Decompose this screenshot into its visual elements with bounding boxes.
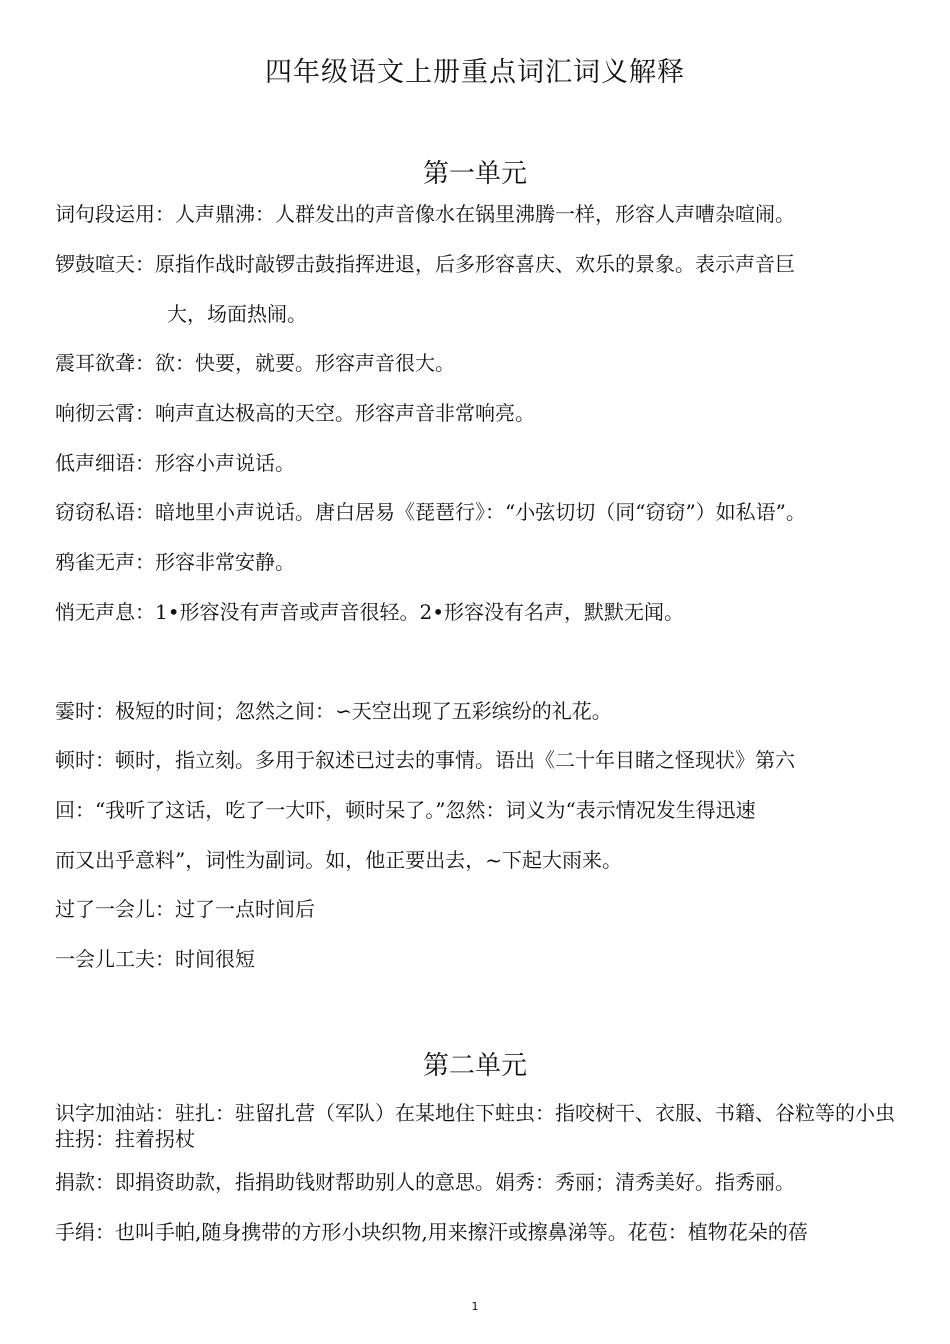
text-line: 响彻云霄：响声直达极高的天空。形容声音非常响亮。 bbox=[55, 401, 535, 425]
text-line: 鸦雀无声：形容非常安静。 bbox=[55, 550, 295, 574]
text-line: 回：“我听了这话，吃了一大吓，顿时呆了。”忽然：词义为“表示情况发生得迅速 bbox=[55, 798, 756, 822]
text-line: 大，场面热闹。 bbox=[167, 302, 307, 326]
text-line: 低声细语：形容小声说话。 bbox=[55, 451, 295, 475]
text-line: 而又出乎意料”，词性为副词。如，他正要出去，~下起大雨来。 bbox=[55, 848, 622, 872]
text-line: 震耳欲聋：欲：快要，就要。形容声音很大。 bbox=[55, 351, 455, 375]
text-paragraph: 识字加油站：驻扎：驻留扎营（军队）在某地住下蛀虫：指咬树干、衣服、书籍、谷粒等的小虫拄拐：拄着拐杖 bbox=[55, 1101, 895, 1151]
text-line: 捐款：即捐资助款，指捐助钱财帮助别人的意思。娟秀：秀丽；清秀美好。指秀丽。 bbox=[55, 1170, 795, 1194]
text-line: 霎时：极短的时间；忽然之间：∽天空出现了五彩缤纷的礼花。 bbox=[55, 699, 612, 723]
text-line: 悄无声息：1•形容没有声音或声音很轻。2•形容没有名声，默默无闻。 bbox=[55, 600, 685, 624]
text-line: 顿时：顿时，指立刻。多用于叙述已过去的事情。语出《二十年目睹之怪现状》第六 bbox=[55, 748, 795, 772]
unit-2-heading: 第二单元 bbox=[422, 1051, 527, 1081]
text-line: 词句段运用：人声鼎沸：人群发出的声音像水在锅里沸腾一样，形容人声嘈杂喧闹。 bbox=[55, 202, 795, 226]
text-line: 窃窃私语：暗地里小声说话。唐白居易《琵琶行》：“小弦切切（同“窃窃”）如私语”。 bbox=[55, 500, 806, 524]
unit-1-heading: 第一单元 bbox=[422, 159, 527, 189]
text-line: 一会儿工夫：时间很短 bbox=[55, 947, 255, 971]
text-line: 手绢：也叫手帕,随身携带的方形小块织物,用来擦汗或擦鼻涕等。花苞：植物花朵的蓓 bbox=[55, 1220, 808, 1244]
document-title: 四年级语文上册重点词汇词义解释 bbox=[265, 57, 685, 88]
page-number: 1 bbox=[471, 1300, 479, 1313]
text-line: 锣鼓喧天：原指作战时敲锣击鼓指挥进退，后多形容喜庆、欢乐的景象。表示声音巨 bbox=[55, 252, 795, 276]
text-line: 过了一会儿：过了一点时间后 bbox=[55, 897, 315, 921]
